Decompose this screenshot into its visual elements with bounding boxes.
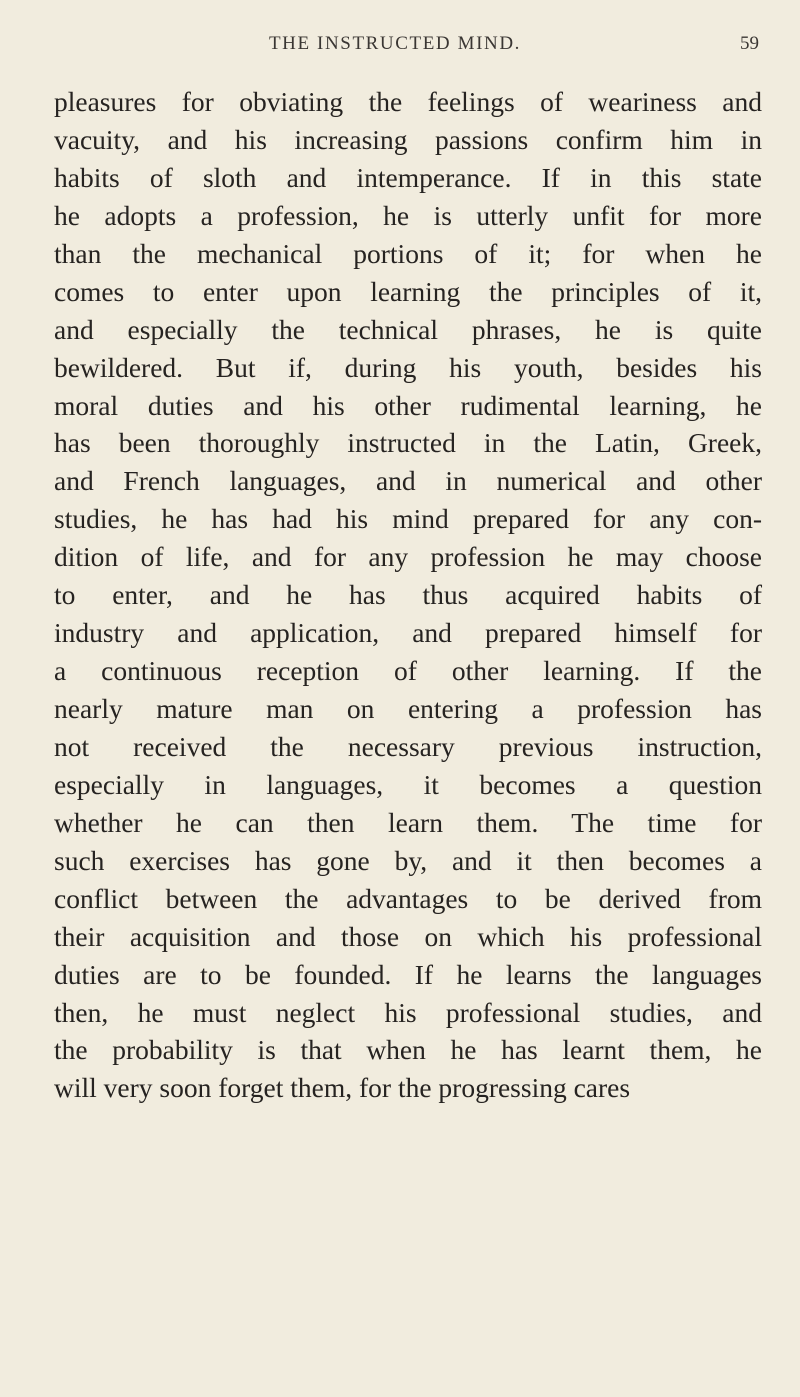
text-line: studies, he has had his mind prepared for any con-: [54, 503, 762, 535]
text-line: habits of sloth and intemperance. If in this state: [54, 161, 762, 193]
text-line: than the mechanical portions of it; for when he: [54, 237, 762, 269]
text-line: the probability is that when he has learnt them, he: [54, 1034, 762, 1066]
text-line: their acquisition and those on which his professional: [54, 920, 762, 952]
text-line: nearly mature man on entering a profession has: [54, 693, 762, 724]
text-line: to enter, and he has thus acquired habits of: [54, 579, 762, 611]
body-text: [54, 83, 762, 1107]
text-line: pleasures for obviating the feelings of weariness and: [54, 86, 762, 117]
text-line: a continuous reception of other learning. If the: [54, 655, 762, 687]
text-line: and especially the technical phrases, he is quite: [54, 313, 762, 345]
text-line: moral duties and his other rudimental learning, he: [54, 389, 762, 421]
text-line: bewildered. But if, during his youth, besides his: [54, 351, 762, 383]
running-title: THE INSTRUCTED MIND.: [268, 33, 522, 54]
text-line: vacuity, and his increasing passions confirm him in: [54, 123, 762, 155]
text-line: whether he can then learn them. The time for: [54, 806, 762, 838]
text-line: then, he must neglect his professional studies, and: [54, 996, 762, 1028]
text-line: and French languages, and in numerical and other: [54, 465, 762, 497]
text-line: will very soon forget them, for the progressing cares: [54, 1072, 631, 1104]
text-line: has been thoroughly instructed in the Latin, Greek,: [54, 427, 762, 459]
text-line: such exercises has gone by, and it then becomes a: [54, 844, 762, 876]
running-head: [0, 33, 800, 63]
text-line: dition of life, and for any profession he may choose: [54, 541, 762, 573]
text-line: not received the necessary previous instruction,: [54, 730, 762, 762]
page-number: 59: [740, 33, 759, 54]
text-line: he adopts a profession, he is utterly unfit for more: [54, 199, 762, 231]
text-line: especially in languages, it becomes a question: [54, 768, 762, 800]
text-line: conflict between the advantages to be derived from: [54, 882, 762, 914]
text-line: industry and application, and prepared himself for: [54, 617, 762, 649]
text-line: duties are to be founded. If he learns the languages: [54, 958, 762, 990]
text-line: comes to enter upon learning the principles of it,: [54, 275, 762, 307]
